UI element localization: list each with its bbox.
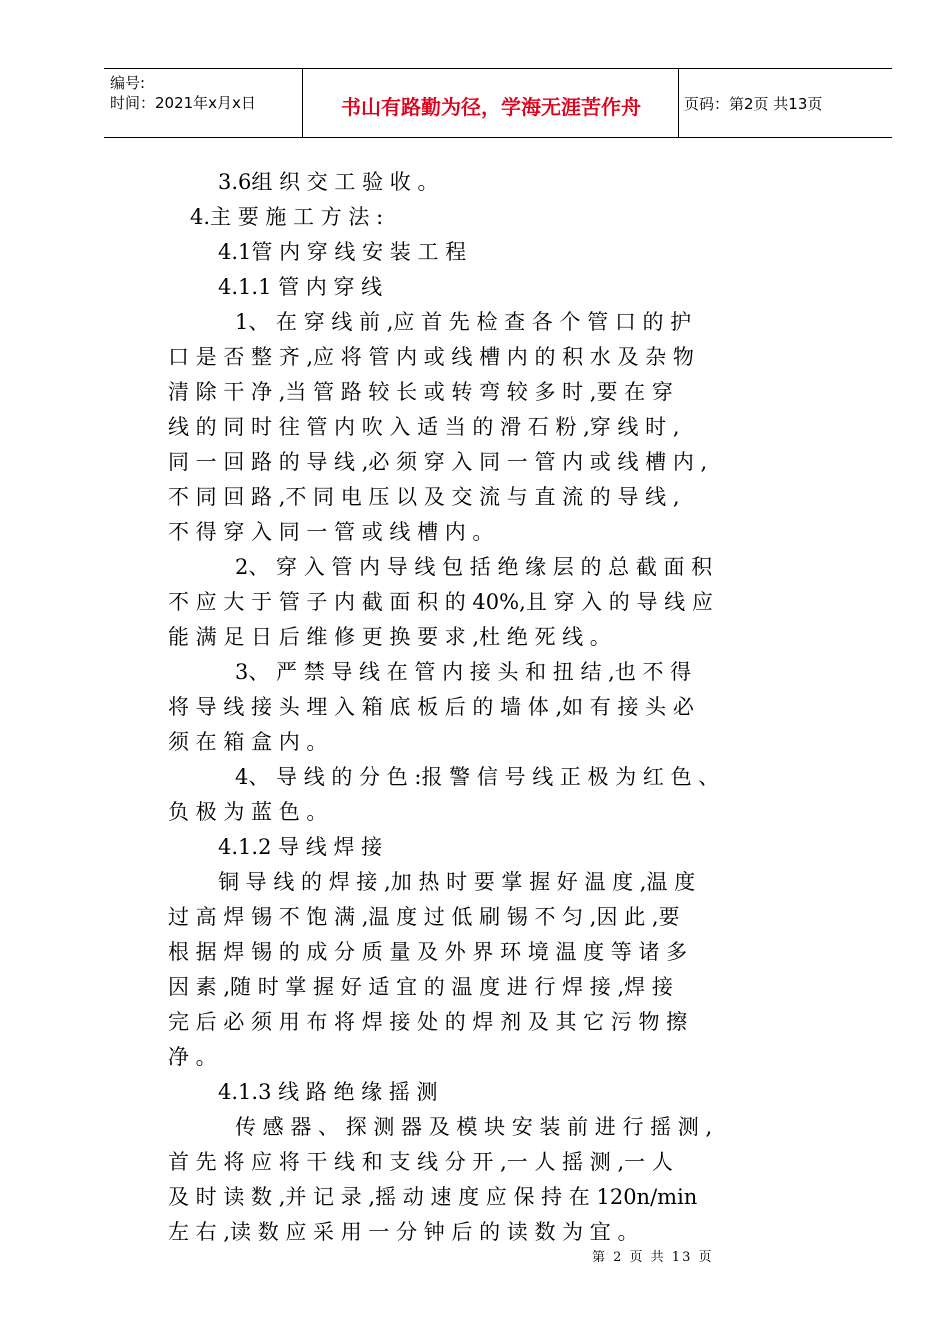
paragraph-line: 线 的 同 时 往 管 内 吹 入 适 当 的 滑 石 粉 ,穿 线 时 , — [168, 415, 680, 439]
header-motto: 书山有路勤为径，学海无涯苦作舟 — [341, 95, 641, 119]
paragraph-line: 将 导 线 接 头 埋 入 箱 底 板 后 的 墙 体 ,如 有 接 头 必 — [168, 695, 694, 719]
paragraph-line: 清 除 干 净 ,当 管 路 较 长 或 转 弯 较 多 时 ,要 在 穿 — [168, 380, 673, 404]
heading-4-1-2: 4.1.2 导 线 焊 接 — [218, 835, 383, 859]
paragraph-line: 净 。 — [168, 1045, 217, 1069]
time-label: 时间：2021年x月x日 — [110, 94, 256, 112]
paragraph-line: 口 是 否 整 齐 ,应 将 管 内 或 线 槽 内 的 积 水 及 杂 物 — [168, 345, 694, 369]
paragraph-line: 负 极 为 蓝 色 。 — [168, 800, 328, 824]
paragraph-line: 根 据 焊 锡 的 成 分 质 量 及 外 界 环 境 温 度 等 诸 多 — [168, 940, 688, 964]
paragraph-line: 不 得 穿 入 同 一 管 或 线 槽 内 。 — [168, 520, 494, 544]
paragraph-line: 1、 在 穿 线 前 ,应 首 先 检 查 各 个 管 口 的 护 — [235, 310, 692, 334]
heading-4-1: 4.1管 内 穿 线 安 装 工 程 — [218, 240, 467, 264]
header-divider — [302, 69, 303, 137]
paragraph-line: 及 时 读 数 ,并 记 录 ,摇 动 速 度 应 保 持 在 120n/min — [168, 1185, 698, 1209]
heading-3-6: 3.6组 织 交 工 验 收 。 — [218, 170, 439, 194]
paragraph-line: 不 应 大 于 管 子 内 截 面 积 的 40%,且 穿 入 的 导 线 应 — [168, 590, 713, 614]
paragraph-line: 传 感 器 、 探 测 器 及 模 块 安 装 前 进 行 摇 测 , — [235, 1115, 713, 1139]
page-footer: 第 2 页 共 13 页 — [592, 1250, 714, 1265]
paragraph-line: 首 先 将 应 将 干 线 和 支 线 分 开 ,一 人 摇 测 ,一 人 — [168, 1150, 673, 1174]
paragraph-line: 同 一 回 路 的 导 线 ,必 须 穿 入 同 一 管 内 或 线 槽 内 , — [168, 450, 708, 474]
paragraph-line: 4、 导 线 的 分 色 :报 警 信 号 线 正 极 为 红 色 、 — [235, 765, 720, 789]
header-meta — [110, 73, 256, 113]
paragraph-line: 不 同 回 路 ,不 同 电 压 以 及 交 流 与 直 流 的 导 线 , — [168, 485, 680, 509]
header-divider — [678, 69, 679, 137]
paragraph-line: 能 满 足 日 后 维 修 更 换 要 求 ,杜 绝 死 线 。 — [168, 625, 611, 649]
paragraph-line: 2、 穿 入 管 内 导 线 包 括 绝 缘 层 的 总 截 面 积 — [235, 555, 713, 579]
paragraph-line: 左 右 ,读 数 应 采 用 一 分 钟 后 的 读 数 为 宜 。 — [168, 1220, 639, 1244]
paragraph-line: 须 在 箱 盒 内 。 — [168, 730, 328, 754]
paragraph-line: 因 素 ,随 时 掌 握 好 适 宜 的 温 度 进 行 焊 接 ,焊 接 — [168, 975, 673, 999]
heading-4-1-1: 4.1.1 管 内 穿 线 — [218, 275, 383, 299]
paragraph-line: 3、 严 禁 导 线 在 管 内 接 头 和 扭 结 ,也 不 得 — [235, 660, 692, 684]
paragraph-line: 铜 导 线 的 焊 接 ,加 热 时 要 掌 握 好 温 度 ,温 度 — [218, 870, 696, 894]
number-label: 编号: — [110, 74, 146, 92]
heading-4: 4.主 要 施 工 方 法 : — [190, 205, 384, 229]
heading-4-1-3: 4.1.3 线 路 绝 缘 摇 测 — [218, 1080, 438, 1104]
page-info: 页码：第2页 共13页 — [684, 95, 823, 113]
paragraph-line: 完 后 必 须 用 布 将 焊 接 处 的 焊 剂 及 其 它 污 物 擦 — [168, 1010, 688, 1034]
paragraph-line: 过 高 焊 锡 不 饱 满 ,温 度 过 低 刷 锡 不 匀 ,因 此 ,要 — [168, 905, 680, 929]
page-header — [104, 68, 892, 138]
